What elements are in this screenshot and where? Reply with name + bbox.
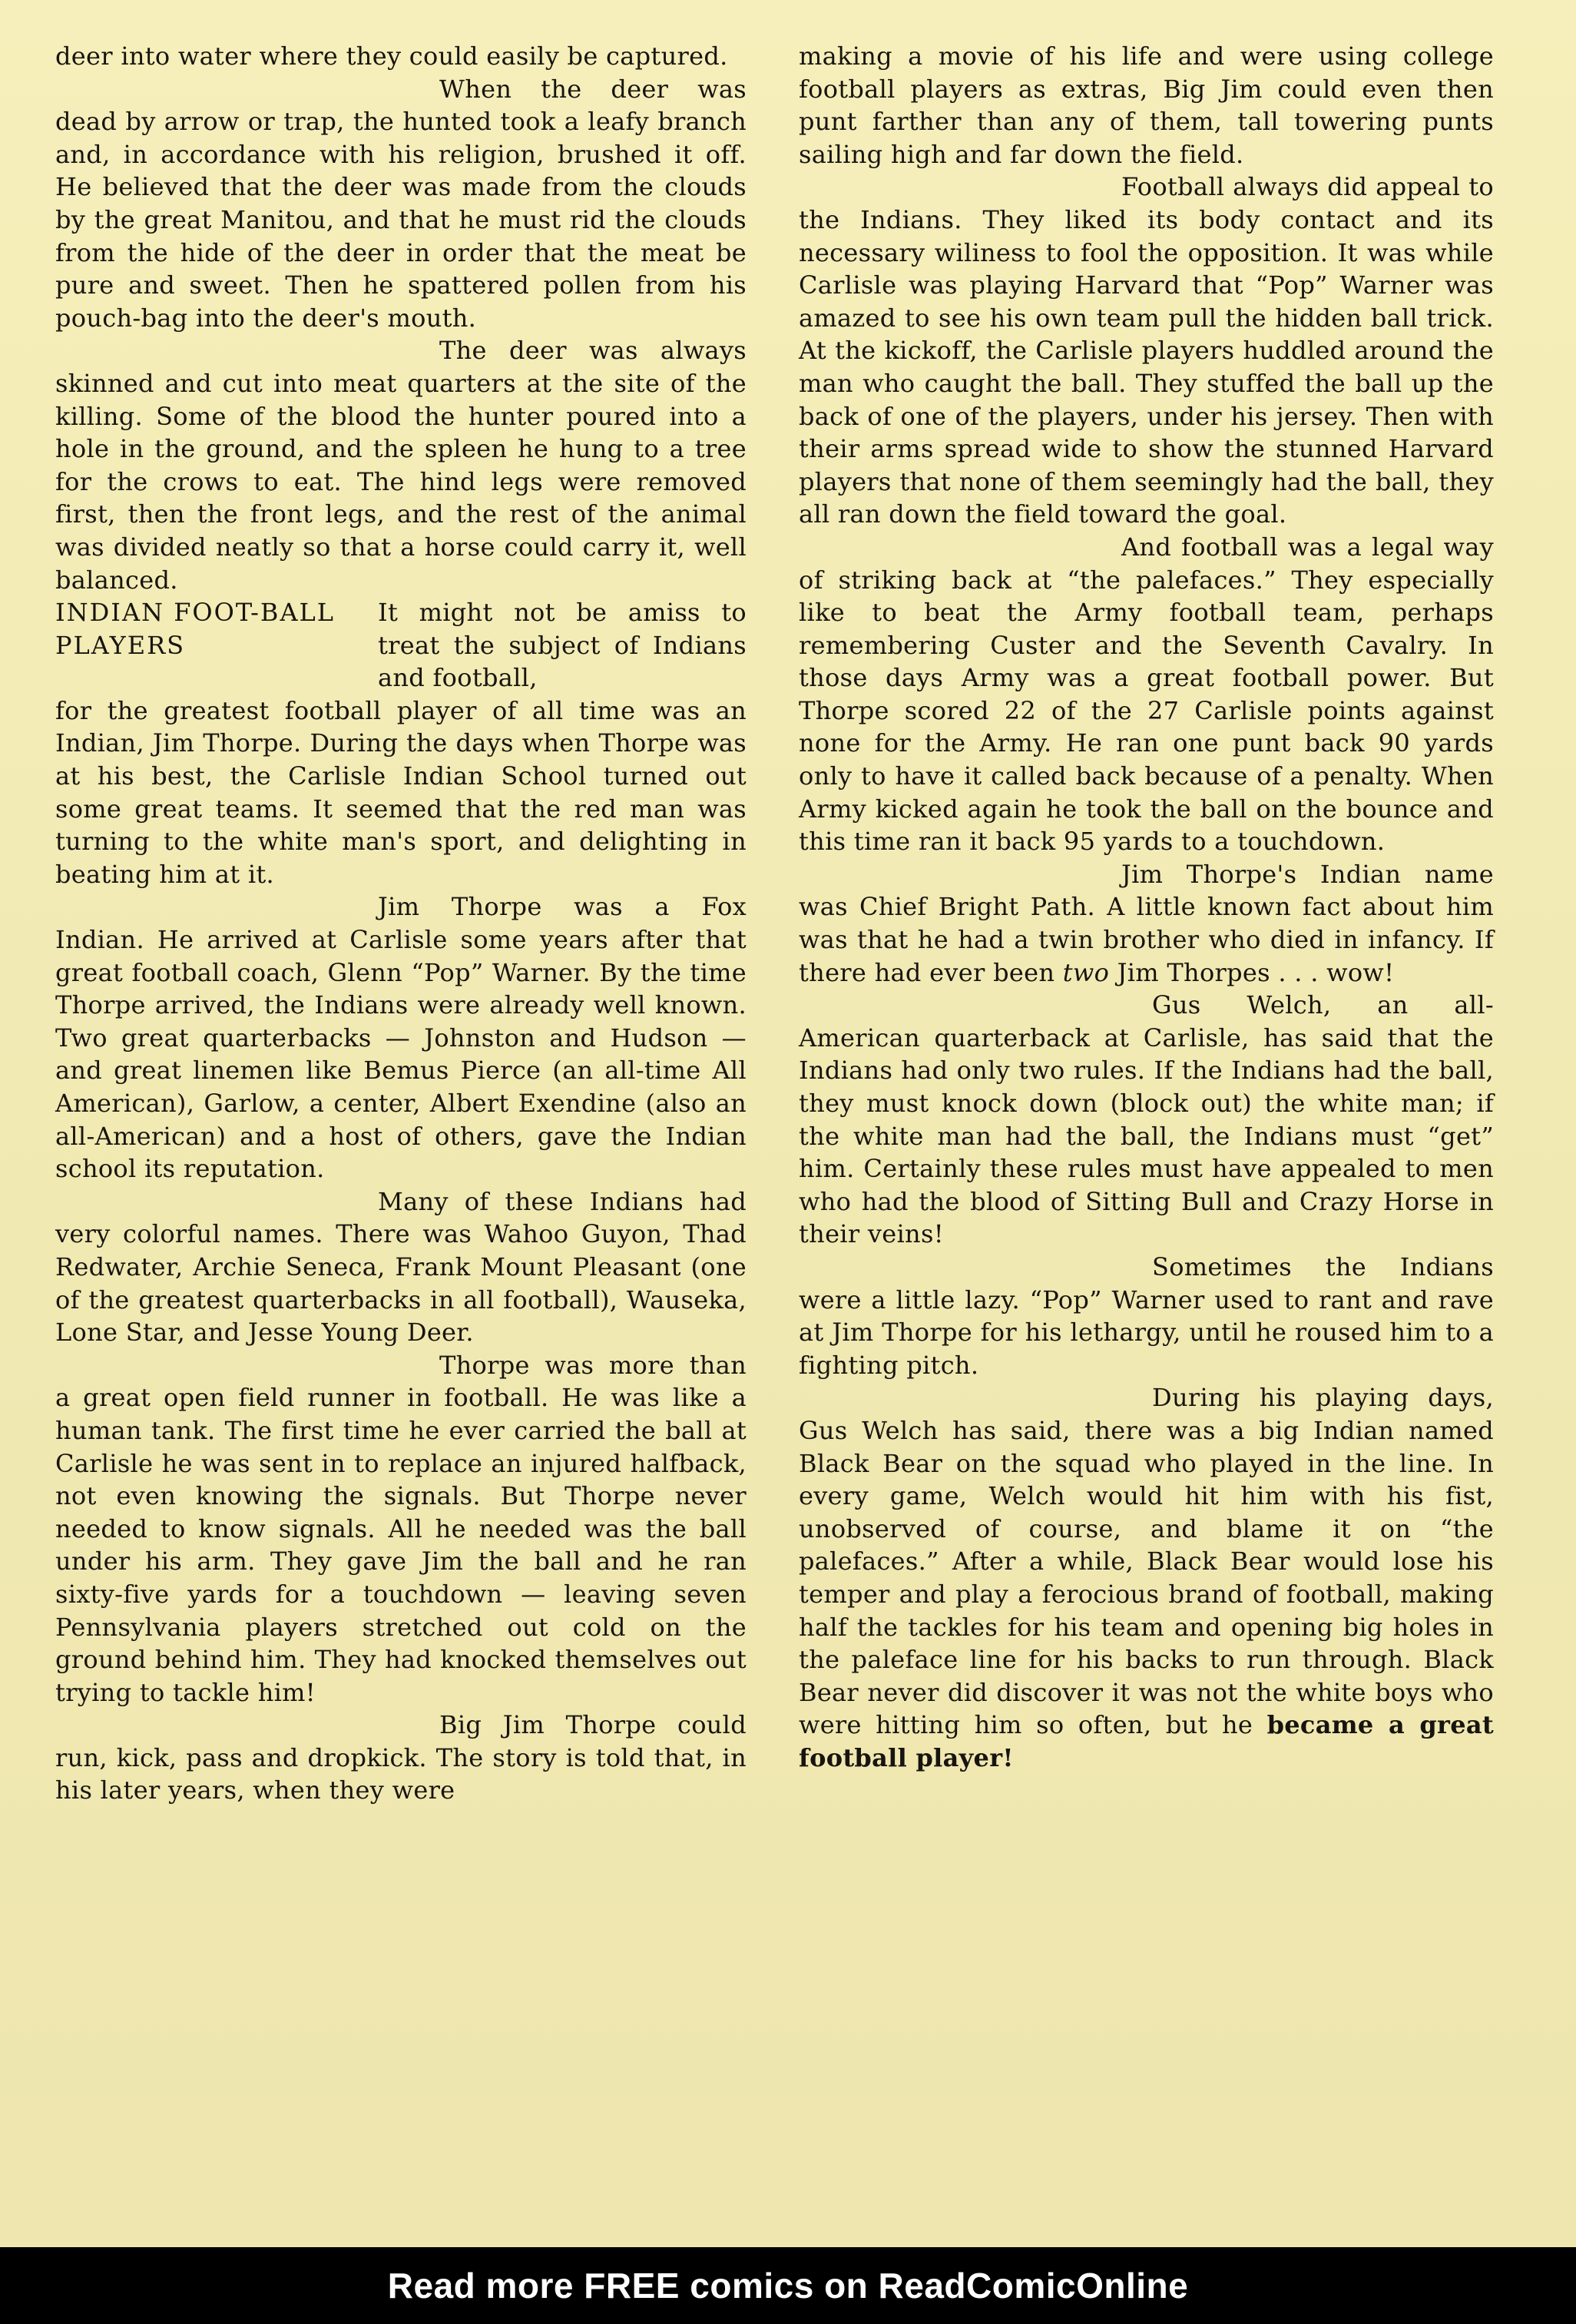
paragraph: making a movie of his life and were using college football players as extras, Big Jim could even then punt farther than any of them, tall towering punts sailing high and far down the field.: [799, 41, 1494, 169]
paragraph: deer into water where they could easily be captured.: [55, 41, 728, 71]
paragraph-lead: It might not be amiss to treat the subject of Indians and football,: [378, 598, 747, 693]
paragraph: And football was a legal way of striking back at “the palefaces.” They especially like to beat the Army football team, perhaps remembering Custer and the Seventh Cavalry. In those days Army was a great football power. But Thorpe scored 22 of the 27 Carlisle points against none for the Army. He ran one punt back 90 yards only to have it called back because of a penalty. When Army kicked again he took the ball on the bounce and this time ran it back 95 yards to a touchdown.: [799, 532, 1494, 857]
section-heading-block: [55, 596, 747, 695]
left-text-column: [55, 40, 747, 1807]
emphasis-text: two: [1062, 957, 1110, 987]
promo-banner-text[interactable]: Read more FREE comics on ReadComicOnline: [387, 2266, 1189, 2306]
paragraph: Thorpe was more than a great open field runner in football. He was like a human tank. The first time he ever carried the ball at Carlisle he was sent in to replace an injured halfback, not even knowing the signals. But Thorpe never needed to know signals. All he needed was the ball under his arm. They gave Jim the ball and he ran sixty-five yards for a touchdown — leaving seven Pennsylvania players stretched out cold on the ground behind him. They had knocked themselves out trying to tackle him!: [55, 1350, 747, 1707]
paragraph: Jim Thorpe was a Fox Indian. He arrived at Carlisle some years after that great football coach, Glenn “Pop” Warner. By the time Thorpe arrived, the Indians were already well known. Two great quarterbacks — Johnston and Hudson — and great linemen like Bemus Pierce (an all-time All American), Garlow, a center, Albert Exendine (also an all-American) and a host of others, gave the Indian school its reputation.: [55, 892, 747, 1184]
paragraph: Gus Welch, an all-American quarterback at Carlisle, has said that the Indians had only two rules. If the Indians had the ball, they must knock down (block out) the white man; if the white man had the ball, the Indians must “get” him. Certainly these rules must have appealed to men who had the blood of Sitting Bull and Crazy Horse in their veins!: [799, 990, 1494, 1249]
paragraph: The deer was always skinned and cut into meat quarters at the site of the killing. Some of the blood the hunter poured into a hole in the ground, and the spleen he hung to a tree for the crows to eat. The hind legs were removed first, then the front legs, and the rest of the animal was divided neatly so that a horse could carry it, well balanced.: [55, 336, 747, 595]
paragraph: Many of these Indians had very colorful names. There was Wahoo Guyon, Thad Redwater, Archie Seneca, Frank Mount Pleasant (one of the greatest quarterbacks in all football), Wauseka, Lone Star, and Jesse Young Deer.: [55, 1186, 747, 1348]
paragraph: Big Jim Thorpe could run, kick, pass and dropkick. The story is told that, in his later years, when they were: [55, 1710, 747, 1805]
paragraph: [799, 858, 1494, 989]
section-heading: INDIAN FOOT-BALL PLAYERS: [55, 598, 336, 660]
promo-banner[interactable]: [0, 2247, 1576, 2324]
paragraph: Football always did appeal to the Indians. They liked its body contact and its necessary wiliness to fool the opposition. It was while Carlisle was playing Harvard that “Pop” Warner was amazed to see his own team pull the hidden ball trick. At the kickoff, the Carlisle players huddled around the man who caught the ball. They stuffed the ball up the back of one of the players, under his jersey. Then with their arms spread wide to show the stunned Harvard players that none of them seemingly had the ball, they all ran down the field toward the goal.: [799, 172, 1494, 529]
closing-bold-text: became a great football player!: [799, 1710, 1494, 1772]
paragraph: When the deer was dead by arrow or trap, the hunted took a leafy branch and, in accordance with his religion, brushed it off. He believed that the deer was made from the clouds by the great Manitou, and that he must rid the clouds from the hide of the deer in order that the meat be pure and sweet. Then he spattered pollen from his pouch-bag into the deer's mouth.: [55, 74, 747, 333]
paragraph-text: Jim Thorpe's Indian name was Chief Bright Path. A little known fact about him was that he had a twin brother who died in infancy. If there had ever been: [799, 859, 1494, 987]
paragraph: for the greatest football player of all time was an Indian, Jim Thorpe. During the days when Thorpe was at his best, the Carlisle Indian School turned out some great teams. It seemed that the red man was turning to the white man's sport, and delighting in beating him at it.: [55, 695, 747, 889]
paragraph: [799, 1381, 1494, 1774]
paragraph-text: During his playing days, Gus Welch has said, there was a big Indian named Black Bear on the squad who played in the line. In every game, Welch would hit him with his fist, unobserved of course, and blame it on “the palefaces.” After a while, Black Bear would lose his temper and play a ferocious brand of football, making half the tackles for his team and opening big holes in the paleface line for his backs to run through. Black Bear never did discover it was not the white boys who were hitting him so often, but he: [799, 1383, 1494, 1740]
paragraph-text: Jim Thorpes . . . wow!: [1109, 957, 1395, 987]
right-text-column: [799, 40, 1494, 1774]
paragraph: Sometimes the Indians were a little lazy. “Pop” Warner used to rant and rave at Jim Thorpe for his lethargy, until he roused him to a fighting pitch.: [799, 1252, 1494, 1380]
